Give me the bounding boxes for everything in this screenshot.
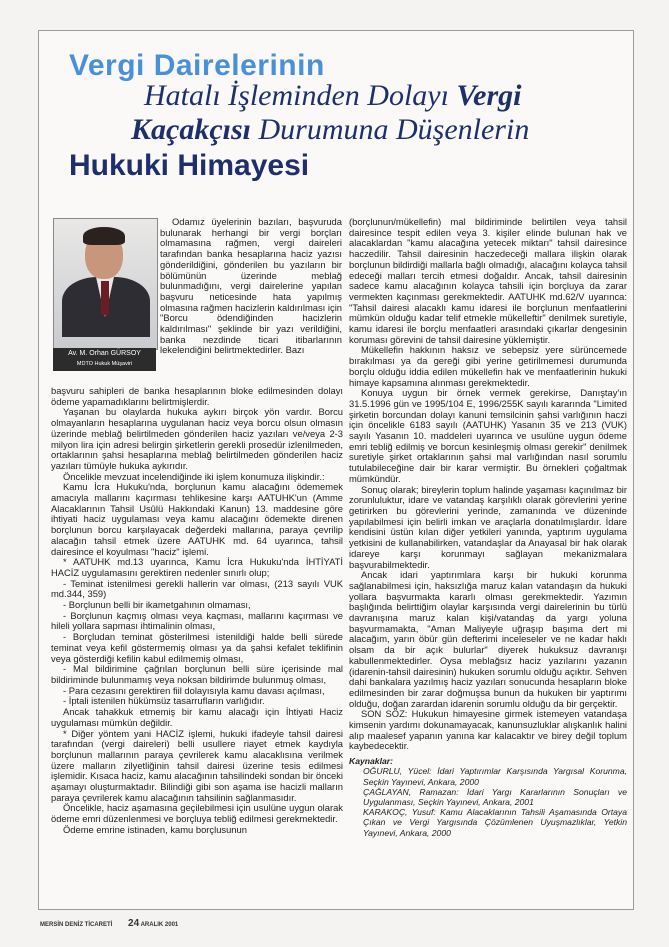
reference-item: OĞURLU, Yücel: İdari Yaptırımlar Karşısında Yargısal Korunma, Seçkin Yayınevi, Ankara, 2000	[363, 766, 627, 787]
body-paragraph: Öncelikle mevzuat incelendiğinde iki işlem konumuza ilişkindir.:	[63, 470, 325, 482]
title-line-1: Vergi Dairelerinin	[69, 49, 325, 82]
title-line-4: Hukuki Himayesi	[69, 149, 310, 182]
body-paragraph: - Borçlunun belli bir ikametgahının olmaması,	[63, 599, 251, 611]
body-paragraph: SON SÖZ: Hukukun himayesine girmek istemeyen vatandaşa kimsenin yardımı dokunamayacak, kanunsuzluklar alışkanlık halini alıp maalesef yapanın yanına kar kalacaktır ve birey değil toplum kaybedecektir.	[349, 708, 627, 752]
body-paragraph: Ödeme emrine istinaden, kamu borçlusunun	[63, 823, 247, 835]
body-paragraph: Ancak idari yaptırımlara karşı bir hukuki korunma sağlanabilmesi için, haksızlığa maruz kalan vatandaşın da hukuki yollara başvurmakta kararlı olması gerekmektedir. Yazımın başlığında belirttiğim olaylar karşısında vergi dairelerinin bu türlü davranışına maruz kalan kişi/vatandaş da yargı yoluna başvurmamakta, "Aman Maliyeyle uğraşıp başıma dert mi alacağım, yarın öbür gün defterimi inceleseler ve ne kadar haklı olsam da bir açık bulurlar" diyerek hukuksuz davranışı kabullenmektedirler. Oysa meblağsız haciz yazılarını yazanın (idarenin-tahsil dairesinin) hukuken sorumlu olduğu açıktır. Sehven dahi bankalara yazılmış haciz yazıları sonucunda hesapların bloke edilmesinden bir zarar doğmuşsa bunun da hukuken bir yaptırımı olduğu, doğan zarardan idarenin sorumlu olduğu da bir gerçektir.	[349, 569, 627, 709]
body-paragraph: - Para cezasını gerektiren fiil dolayısıyla kamu davası açılması,	[63, 684, 325, 696]
title-line-2: Hatalı İşleminden Dolayı Vergi	[144, 79, 522, 112]
body-paragraph: Yaşanan bu olaylarda hukuka aykırı birçok yön vardır. Borcu olmayanların hesaplarına uygulanan haciz veya borcu olsun olmasın üzerinde meblağ belirtilmeden gönderilen haciz yazıları ve/veya 2-3 milyon lira için adresi belirgin şirketlerin gerekli prosedür izlenilmeden, ortaklarının şahsi hesaplarına meblağ belirtilmeden gönderilen haciz yazıları tümüyle hukuka aykırıdır.	[51, 406, 343, 471]
reference-item: KARAKOÇ, Yusuf: Kamu Alacaklarının Tahsili Aşamasında Ortaya Çıkan ve Vergi Yargısında Çözümlenen Uyuşmazlıklar, Yetkin Yayınevi, Ankara, 2000	[363, 807, 627, 838]
author-role: MDTO Hukuk Müşaviri	[76, 361, 133, 367]
body-paragraph: - Borçlunun kaçmış olması veya kaçması, mallarını kaçırması ve hileli yollara sapması ihtimalinin olması,	[51, 609, 343, 632]
footer-date: ARALIK 2001	[140, 922, 179, 928]
body-paragraph: Öncelikle, haciz aşamasına geçilebilmesi için usulüne uygun olarak ödeme emri düzenlenmesi ve borçluya tebliğ edilmesi gerekmektedir.	[51, 802, 343, 825]
left-column	[51, 386, 343, 836]
body-paragraph: başvuru sahipleri de banka hesaplarının bloke edilmesinden dolayı ödeme yapamadıklarını belirtmişlerdir.	[51, 385, 343, 407]
body-paragraph: (borçlunun/mükellefin) mal bildiriminde belirtilen veya tahsil dairesince tespit edilen veya 3. kişiler elinde bulunan hak ve alacaklardan "kamu alacağına yetecek miktarı" tahsil dairesince haczedilir. Tahsil dairesinin haczedeceği mallara ilişkin olarak borçlunun bildirdiği mallarla bağlı olmadığı, alacağını kolayca tahsil edeceği malları tercih etmesi doğaldır. Ancak, tahsil dairesinin sadece kamu alacağının kolayca tahsili için borçluya da zarar vermekten kaçınması gerekmektedir. AATUHK md.62/V uyarınca: "Tahsil dairesi alacaklı kamu idaresi ile borçlunun menfaatlerini mümkün olduğu kadar telif etmekle mükelleftir" denilmek suretiyle, kamu idaresi ile borçlu menfaatleri arasındaki çıkarlar dengesinin koruması görevini de tahsil dairesine yüklemiştir.	[349, 216, 627, 345]
page-number: 24	[128, 918, 140, 929]
body-paragraph: Ancak tahakkuk etmemiş bir kamu alacağı için İhtiyati Haciz uygulaması mümkün değildir.	[51, 706, 343, 728]
footer-publication: MERSİN DENİZ TİCARETİ	[40, 922, 113, 928]
author-photo	[53, 218, 158, 350]
body-paragraph: Mükellefin hakkının haksız ve sebepsiz yere sürüncemede bırakılması ya da gereği gibi yerine getirilmemesi durumunda borçlu olduğu iddia edilen mükellefin hak ve menfaatlerinin hukuki himaye kapsamına alınması gerekmektedir.	[349, 344, 627, 388]
body-paragraph: - Teminat istenilmesi gerekli hallerin var olması, (213 sayılı VUK md.344, 359)	[51, 577, 343, 600]
title-line-3: Kaçakçısı Durumuna Düşenlerin	[131, 113, 530, 146]
body-paragraph: * AATUHK md.13 uyarınca, Kamu İcra Hukuku'nda İHTİYATİ HACİZ uygulamasını gerektiren nedenler sınırlı olup;	[51, 556, 343, 578]
body-paragraph: - Borçludan teminat gösterilmesi istenildiği halde belli sürede teminat veya kefil göstermemiş olması ya da şahsi kefalet teklifinin veya gösterdiği kefilin kabul edilmemiş olması,	[51, 631, 343, 664]
intro-paragraph: Odamız üyelerinin bazıları, başvuruda bulunarak herhangi bir vergi borçları olmamasına rağmen, vergi daireleri tarafından banka hesaplarına haciz yazısı gönderildiğini, gönderilen bu yazıların bir bölümünün üzerinde meblağ bulunmadığını, vergi dairelerine yapılan başvuru neticesinde hata yapılmış olmasına rağmen hacizlerin kaldırılması için "Borcu ödendiğinden hacizlerin kaldırılması" şeklinde bir yazı verildiğini, banka nezdinde ticari itibarlarının lekelendiğini belirtmektedirler. Bazı	[160, 216, 342, 356]
author-name: Av. M. Orhan GÜRSOY	[68, 350, 141, 357]
body-paragraph: - İptali istenilen hükümsüz tasarrufların varlığıdır.	[63, 695, 265, 707]
references-heading: Kaynaklar:	[349, 756, 393, 767]
body-paragraph: * Diğer yöntem yani HACİZ işlemi, hukuki ifadeyle tahsil dairesi tarafından (vergi daireleri) belli usullere riayet etmek kaydıyla borçlunun mallarının paraya çevrilerek kamu alacaklısına verilmek üzere malların zilyetliğinin tahsil dairesi üzerine tesis edilmesi işlemidir. Kısaca haciz, kamu alacağının tahsilindeki sondan bir önceki aşamayı oluşturmaktadır. Bilindiği gibi son aşama ise hacizli malların paraya çevrilerek kamu alacağının tahsilinin sağlanmasıdır.	[51, 727, 343, 803]
intro-paragraph-column	[160, 217, 342, 356]
page-footer	[40, 918, 178, 929]
body-paragraph: Konuya uygun bir örnek vermek gerekirse, Danıştay'ın 31.5.1996 gün ve 1995/104 E, 1996/255K sayılı kararında "Limited şirketin borcundan dolayı kanuni temsilcinin şahsi varlığının haczi için öncelikle 6183 sayılı (AATUHK) Yasanın 35 ve 213 (VUK) sayılı Yasanın 10. maddeleri uyarınca ve usulüne uygun ödeme emri tebliğ edilmiş ve borcun kesinleşmiş olması gerekir" denilmek suretiyle şirket ortaklarının şahsi mal varlığından nasıl sorumlu tutulabileceğine dair bir karar vermiştir. Bu örnekleri çoğaltmak mümkündür.	[349, 387, 627, 484]
body-paragraph: Sonuç olarak; bireylerin toplum halinde yaşaması kaçınılmaz bir zorunluluktur, idare ve vatandaş karşılıklı olarak görevlerini yerine getirirken bu görevlerini yerinde, zamanında ve düzeninde yapılabilmesi için belirli imkan ve araçlarla donatılmışlardır. İdare kendisini üstün kılan diğer yetkileri yanında, yaptırım uygulama yetkisini de kullanabilirken, vatandaşlar da Anayasal bir hak olarak idareye karşı korunmayı sağlayan mekanizmalara başvurabilmektedir.	[349, 483, 627, 570]
body-paragraph: Kamu İcra Hukuku'nda, borçlunun kamu alacağını ödememek amacıyla mallarını kaçırması tehlikesine karşı AATUHK'un (Amme Alacaklarının Tahsil Usûlü Hakkındaki Kanun) 13. maddesine göre ihtiyati haciz uygulaması veya kamu alacağını ödemekte direnen borçlunun borcu karşılayacak değerdeki mallarına, paraya çevrilip alacağın tahsil etmek üzere AATUHK md. 64 uyarınca, tahsil dairesince el koyulması "haciz" işlemi.	[51, 481, 343, 557]
reference-item: ÇAĞLAYAN, Ramazan: İdari Yargı Kararlarının Sonuçları ve Uygulanması, Seçkin Yayınevi, Ankara, 2001	[363, 786, 627, 807]
author-caption	[53, 348, 156, 371]
right-column	[349, 217, 627, 838]
references	[349, 756, 627, 838]
body-paragraph: - Mal bildirimine çağrılan borçlunun belli süre içerisinde mal bildiriminde bulunmamış veya noksan bildirimde bulunmuş olması,	[51, 663, 343, 685]
article-frame	[38, 30, 634, 910]
